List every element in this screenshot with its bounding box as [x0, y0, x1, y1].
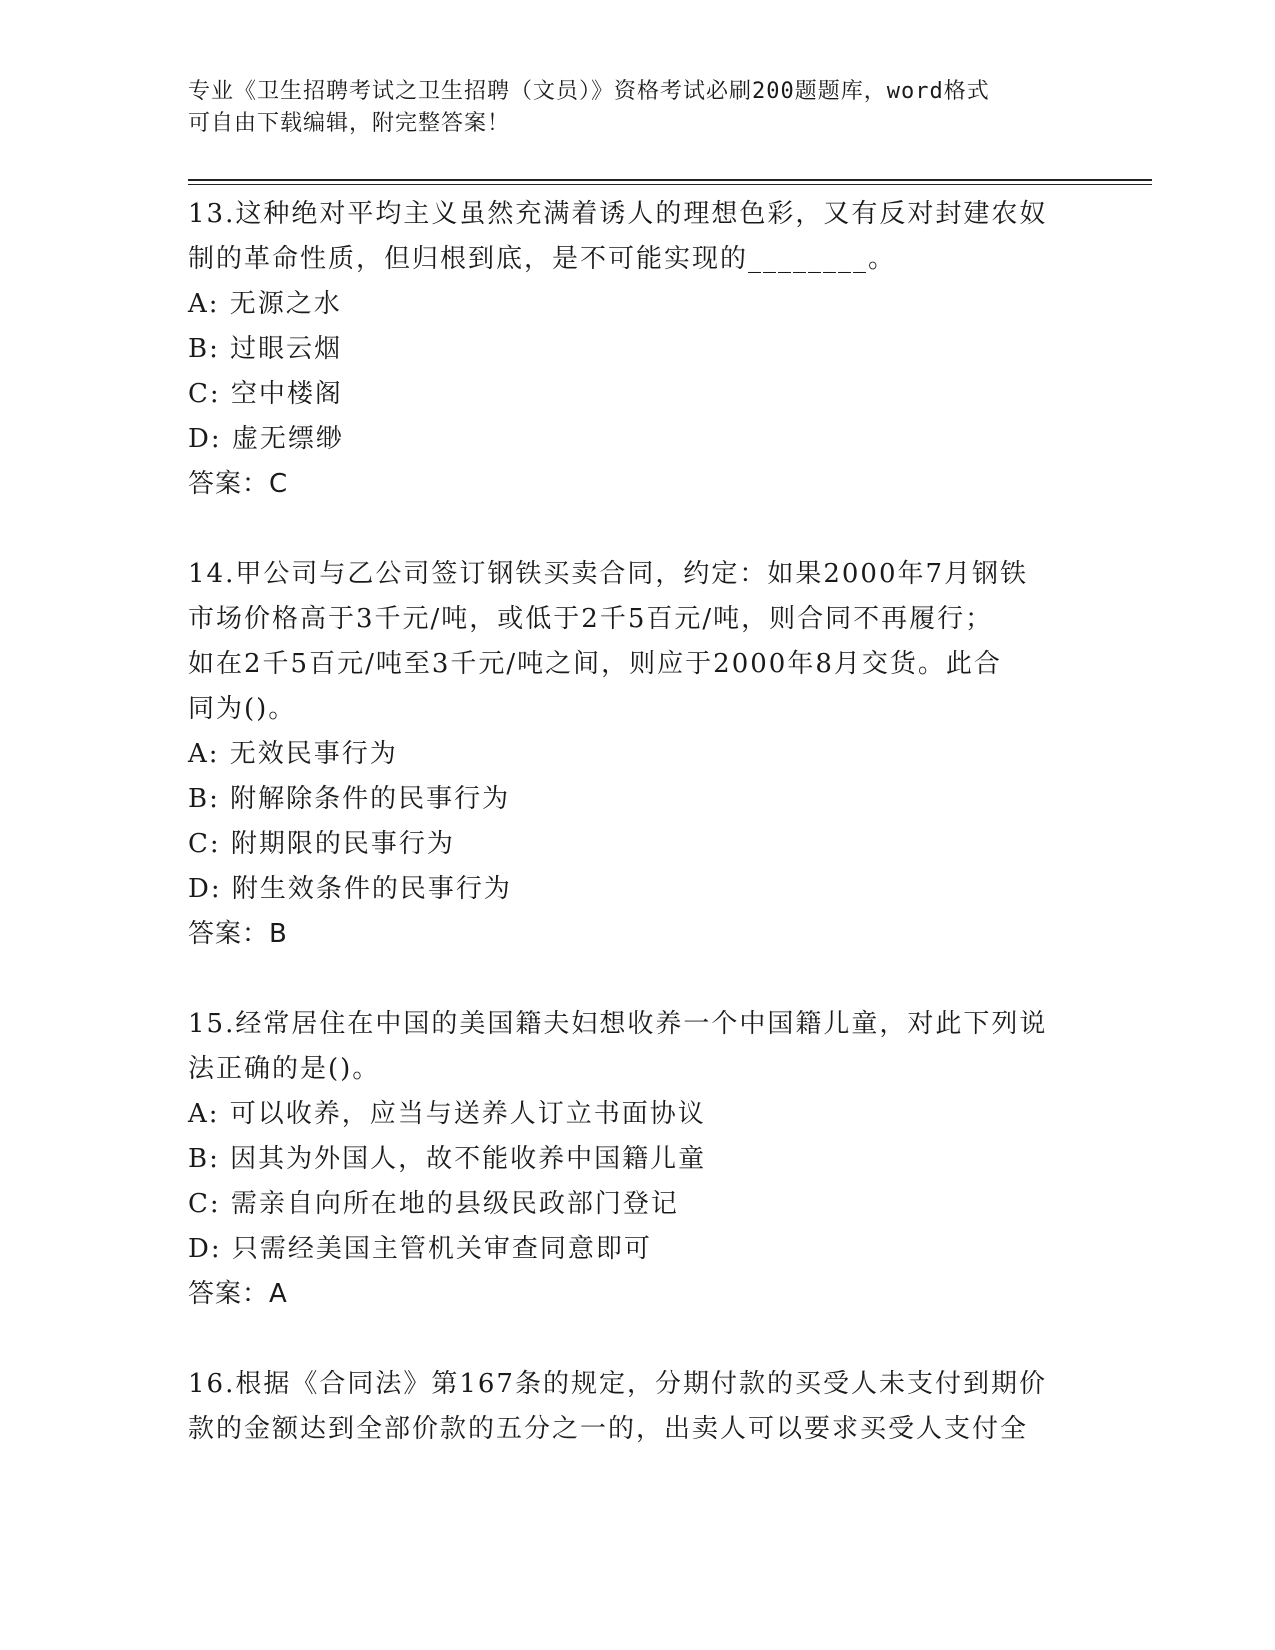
- document-header-note: [188, 76, 1088, 140]
- question-spacer: [188, 507, 1088, 552]
- question-16-stem-line-2: 款的金额达到全部价款的五分之一的，出卖人可以要求买受人支付全: [188, 1414, 1029, 1444]
- question-13-option-b: B: 过眼云烟: [188, 334, 343, 364]
- header-divider-thin: [188, 184, 1152, 185]
- question-13-option-d: D: 虚无缥缈: [188, 424, 344, 454]
- question-list: [188, 192, 1088, 1452]
- question-14-option-d: D: 附生效条件的民事行为: [188, 874, 512, 904]
- question-14-option-b: B: 附解除条件的民事行为: [188, 784, 511, 814]
- question-14-stem-line-4: 同为()。: [188, 694, 297, 724]
- question-15-stem-line-2: 法正确的是()。: [188, 1054, 381, 1084]
- question-13-stem-line-1: 13.这种绝对平均主义虽然充满着诱人的理想色彩，又有反对封建农奴: [188, 199, 1048, 229]
- question-13-option-c: C: 空中楼阁: [188, 379, 343, 409]
- question-13-option-a: A: 无源之水: [188, 289, 342, 319]
- question-15: [188, 1002, 1088, 1317]
- question-14-option-c: C: 附期限的民事行为: [188, 829, 455, 859]
- question-14-stem-line-2: 市场价格高于3千元/吨，或低于2千5百元/吨，则合同不再履行；: [188, 604, 994, 634]
- question-16-stem-line-1: 16.根据《合同法》第167条的规定，分期付款的买受人未支付到期价: [188, 1369, 1047, 1399]
- question-spacer: [188, 1317, 1088, 1362]
- question-16: [188, 1362, 1088, 1452]
- question-15-option-c: C: 需亲自向所在地的县级民政部门登记: [188, 1189, 679, 1219]
- question-14-stem-line-1: 14.甲公司与乙公司签订钢铁买卖合同，约定：如果2000年7月钢铁: [188, 559, 1029, 589]
- question-13: [188, 192, 1088, 507]
- question-14: [188, 552, 1088, 957]
- question-13-stem-line-2: 制的革命性质，但归根到底，是不可能实现的________。: [188, 244, 897, 274]
- question-15-option-b: B: 因其为外国人，故不能收养中国籍儿童: [188, 1144, 707, 1174]
- question-14-stem-line-3: 如在2千5百元/吨至3千元/吨之间，则应于2000年8月交货。此合: [188, 649, 1002, 679]
- question-15-option-d: D: 只需经美国主管机关审查同意即可: [188, 1234, 652, 1264]
- question-13-answer: 答案：C: [188, 469, 289, 499]
- header-line-1: 专业《卫生招聘考试之卫生招聘（文员）》资格考试必刷200题题库，word格式: [188, 79, 990, 104]
- question-14-answer: 答案：B: [188, 919, 288, 949]
- header-line-2: 可自由下载编辑，附完整答案！: [188, 111, 511, 136]
- question-15-answer: 答案：A: [188, 1279, 288, 1309]
- question-15-stem-line-1: 15.经常居住在中国的美国籍夫妇想收养一个中国籍儿童，对此下列说: [188, 1009, 1048, 1039]
- header-divider-thick: [188, 179, 1152, 181]
- question-spacer: [188, 957, 1088, 1002]
- question-14-option-a: A: 无效民事行为: [188, 739, 398, 769]
- question-15-option-a: A: 可以收养，应当与送养人订立书面协议: [188, 1099, 706, 1129]
